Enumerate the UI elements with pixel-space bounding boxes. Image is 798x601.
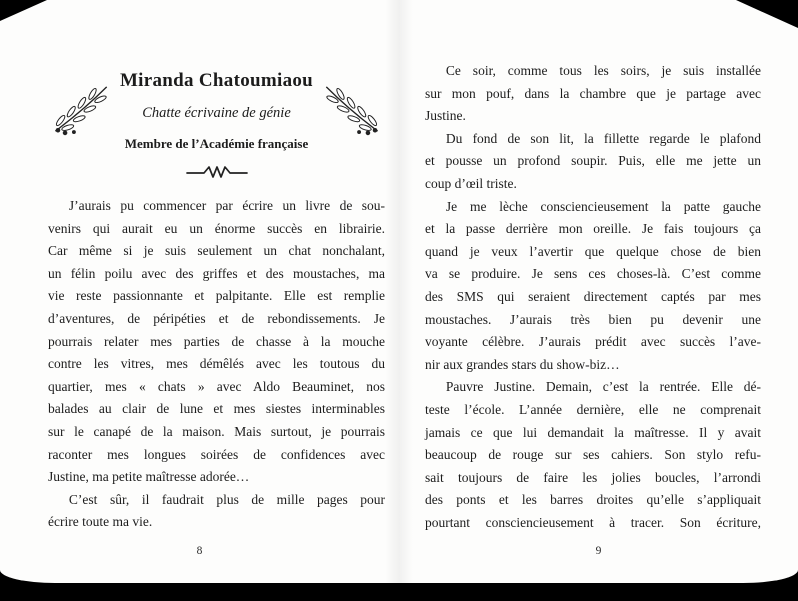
squiggle-divider-ornament [48,164,385,180]
page-right-body [425,60,761,534]
text-line: jamais ce que lui demandait la maîtresse. Il y avait [425,424,761,440]
text-line: sur le canapé de la maison. Mais surtout, je pourrais [48,423,385,439]
paragraph [425,128,761,196]
text-line: voyante célèbre. J’aurais prédit avec succès l’ave- [425,334,761,350]
paragraph [48,195,385,489]
text-line: écrire toute ma vie. [48,514,153,530]
text-line: Je me lèche consciencieusement la patte gauche [445,198,761,214]
page-number-right: 9 [595,545,602,557]
text-line: pourtant consciencieusement à tracer. Son écriture, [425,514,761,530]
text-line: moustaches. J’aurais très bien pu devenir une [425,311,761,327]
chapter-affiliation: Membre de l’Académie française [124,136,309,151]
text-line: Justine. [425,108,466,124]
text-line: et pousse un profond soupir. Puis, elle me jette un [425,153,761,169]
text-line: venirs qui aurait eu un énorme succès en librairie. [48,220,385,236]
text-line: coup d’œil triste. [425,175,517,191]
text-line: C’est sûr, il faudrait plus de mille pages pour [68,491,385,507]
text-line: pourrais relater mes parties de chasse à la mouche [48,333,385,349]
text-line: des ponts et les barres droites qu’elle s’appliquait [425,492,761,508]
text-line: Car même si je suis seulement un chat nonchalant, [48,243,385,259]
text-line: beaucoup de rouge sur ses cahiers. Son stylo refu- [425,447,761,463]
text-line: sait toujours de faire les jolies boucles, l’arrondi [425,469,761,485]
paragraph [425,60,761,128]
text-line: d’aventures, de péripéties et de rebondissements. Je [48,310,385,326]
text-line: quand je veux l’avertir que quelque chose de bien [425,243,761,259]
text-line: contre les vitres, mes démêlés avec les toutous du [48,356,385,372]
text-line: vie reste passionnante et palpitante. Elle est remplie [48,288,385,304]
text-line: J’aurais pu commencer par écrire un livre de sou- [68,198,385,213]
page-left [0,0,399,583]
text-line: nir aux grandes stars du show-biz… [425,356,620,372]
text-line: un félin poilu avec des griffes et des moustaches, ma [48,265,385,281]
text-line: Ce soir, comme tous les soirs, je suis installée [445,63,761,78]
text-line: raconter mes longues soirées de confidences avec [48,446,385,462]
paragraph [425,196,761,377]
text-line: Du fond de son lit, la fillette regarde le plafond [445,130,761,146]
text-line: quartier, mes « chats » avec Aldo Beauminet, nos [48,378,385,394]
chapter-title: Miranda Chatoumiaou [119,70,314,91]
chapter-subtitle: Chatte écrivaine de génie [142,105,291,121]
text-line: Justine, ma petite maîtresse adorée… [48,469,250,485]
text-line: va se produire. Je sens ces choses-là. C’est comme [425,266,761,282]
text-line: Pauvre Justine. Demain, c’est la rentrée. Elle dé- [445,379,761,395]
olive-branch-right-icon [321,80,383,138]
page-number-left: 8 [196,545,203,557]
chapter-header [48,70,385,180]
text-line: teste l’école. L’année dernière, elle ne comprenait [425,401,761,417]
page-left-body [48,195,385,534]
paragraph [48,489,385,534]
paragraph [425,376,761,534]
page-right [399,0,798,583]
text-line: sur mon pouf, dans la chambre que je partage avec [425,85,761,101]
text-line: des SMS qui seraient directement captés par mes [425,288,761,304]
text-line: balades au clair de lune et mes siestes interminables [48,401,385,417]
olive-branch-left-icon [50,80,112,138]
text-line: et la passe derrière mon oreille. Je fais toujours ça [425,221,761,237]
